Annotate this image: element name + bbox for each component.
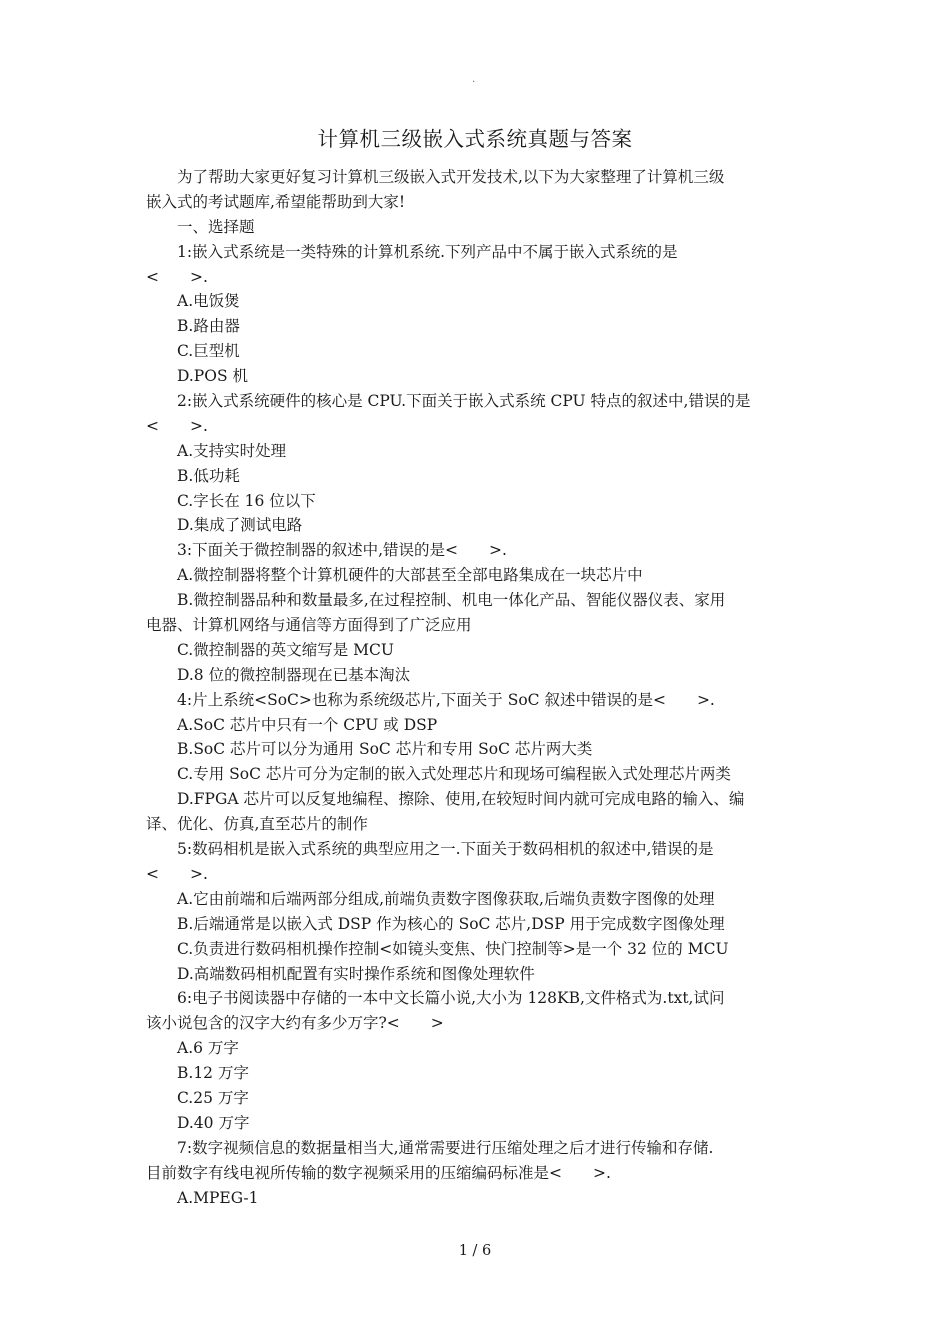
question-stem-continued: < >. — [146, 864, 208, 883]
answer-option: B.微控制器品种和数量最多,在过程控制、机电一体化产品、智能仪器仪表、家用 — [177, 591, 726, 610]
answer-option: B.低功耗 — [177, 466, 240, 485]
answer-option: C.字长在 16 位以下 — [177, 491, 316, 510]
page-number: 1 / 6 — [458, 1243, 492, 1259]
answer-option: C.25 万字 — [177, 1088, 249, 1107]
question-stem-continued: < >. — [146, 416, 208, 435]
answer-option: A.SoC 芯片中只有一个 CPU 或 DSP — [177, 715, 438, 734]
answer-option: D.8 位的微控制器现在已基本淘汰 — [177, 665, 411, 684]
question-stem: 2:嵌入式系统硬件的核心是 CPU.下面关于嵌入式系统 CPU 特点的叙述中,错误的是 — [177, 392, 751, 411]
answer-option: A.支持实时处理 — [177, 441, 287, 460]
answer-option: A.电饭煲 — [177, 292, 240, 311]
question-stem: 6:电子书阅读器中存储的一本中文长篇小说,大小为 128KB,文件格式为.txt,试问 — [177, 989, 725, 1008]
question-stem-continued: 目前数字有线电视所传输的数字视频采用的压缩编码标准是< >. — [146, 1163, 611, 1182]
answer-option-continued: 电器、计算机网络与通信等方面得到了广泛应用 — [146, 616, 472, 635]
answer-option: C.负责进行数码相机操作控制<如镜头变焦、快门控制等>是一个 32 位的 MCU — [177, 939, 729, 958]
answer-option: A.6 万字 — [177, 1039, 239, 1058]
answer-option: D.POS 机 — [177, 367, 248, 386]
document-title: 计算机三级嵌入式系统真题与答案 — [317, 127, 633, 151]
intro-line: 嵌入式的考试题库,希望能帮助到大家! — [146, 192, 406, 211]
answer-option-continued: 译、优化、仿真,直至芯片的制作 — [146, 815, 368, 834]
answer-option: C.专用 SoC 芯片可分为定制的嵌入式处理芯片和现场可编程嵌入式处理芯片两类 — [177, 765, 731, 784]
answer-option: A.它由前端和后端两部分组成,前端负责数字图像获取,后端负责数字图像的处理 — [177, 889, 715, 908]
intro-line: 为了帮助大家更好复习计算机三级嵌入式开发技术,以下为大家整理了计算机三级 — [177, 168, 725, 186]
answer-option: B.SoC 芯片可以分为通用 SoC 芯片和专用 SoC 芯片两大类 — [177, 740, 593, 759]
question-stem: 3:下面关于微控制器的叙述中,错误的是< >. — [177, 541, 507, 560]
answer-option: A.MPEG-1 — [177, 1188, 259, 1207]
answer-option: D.FPGA 芯片可以反复地编程、擦除、使用,在较短时间内就可完成电路的输入、编 — [177, 790, 745, 809]
answer-option: A.微控制器将整个计算机硬件的大部甚至全部电路集成在一块芯片中 — [177, 566, 643, 585]
answer-option: D.高端数码相机配置有实时操作系统和图像处理软件 — [177, 964, 535, 983]
answer-option: C.巨型机 — [177, 342, 240, 361]
header-mark: . — [472, 74, 476, 85]
answer-option: B.路由器 — [177, 317, 240, 336]
question-stem: 4:片上系统<SoC>也称为系统级芯片,下面关于 SoC 叙述中错误的是< >. — [177, 690, 715, 709]
answer-option: D.40 万字 — [177, 1113, 250, 1132]
answer-option: C.微控制器的英文缩写是 MCU — [177, 640, 394, 659]
section-heading: 一、选择题 — [177, 217, 255, 236]
document-body — [146, 165, 806, 1210]
answer-option: B.12 万字 — [177, 1064, 249, 1083]
answer-option: B.后端通常是以嵌入式 DSP 作为核心的 SoC 芯片,DSP 用于完成数字图像处理 — [177, 914, 725, 933]
question-stem-continued: < >. — [146, 267, 208, 286]
question-stem: 7:数字视频信息的数据量相当大,通常需要进行压缩处理之后才进行传输和存储. — [177, 1138, 714, 1157]
answer-option: D.集成了测试电路 — [177, 516, 303, 535]
question-stem: 5:数码相机是嵌入式系统的典型应用之一.下面关于数码相机的叙述中,错误的是 — [177, 840, 714, 859]
question-stem: 1:嵌入式系统是一类特殊的计算机系统.下列产品中不属于嵌入式系统的是 — [177, 242, 678, 261]
question-stem-continued: 该小说包含的汉字大约有多少万字?< > — [146, 1014, 444, 1033]
